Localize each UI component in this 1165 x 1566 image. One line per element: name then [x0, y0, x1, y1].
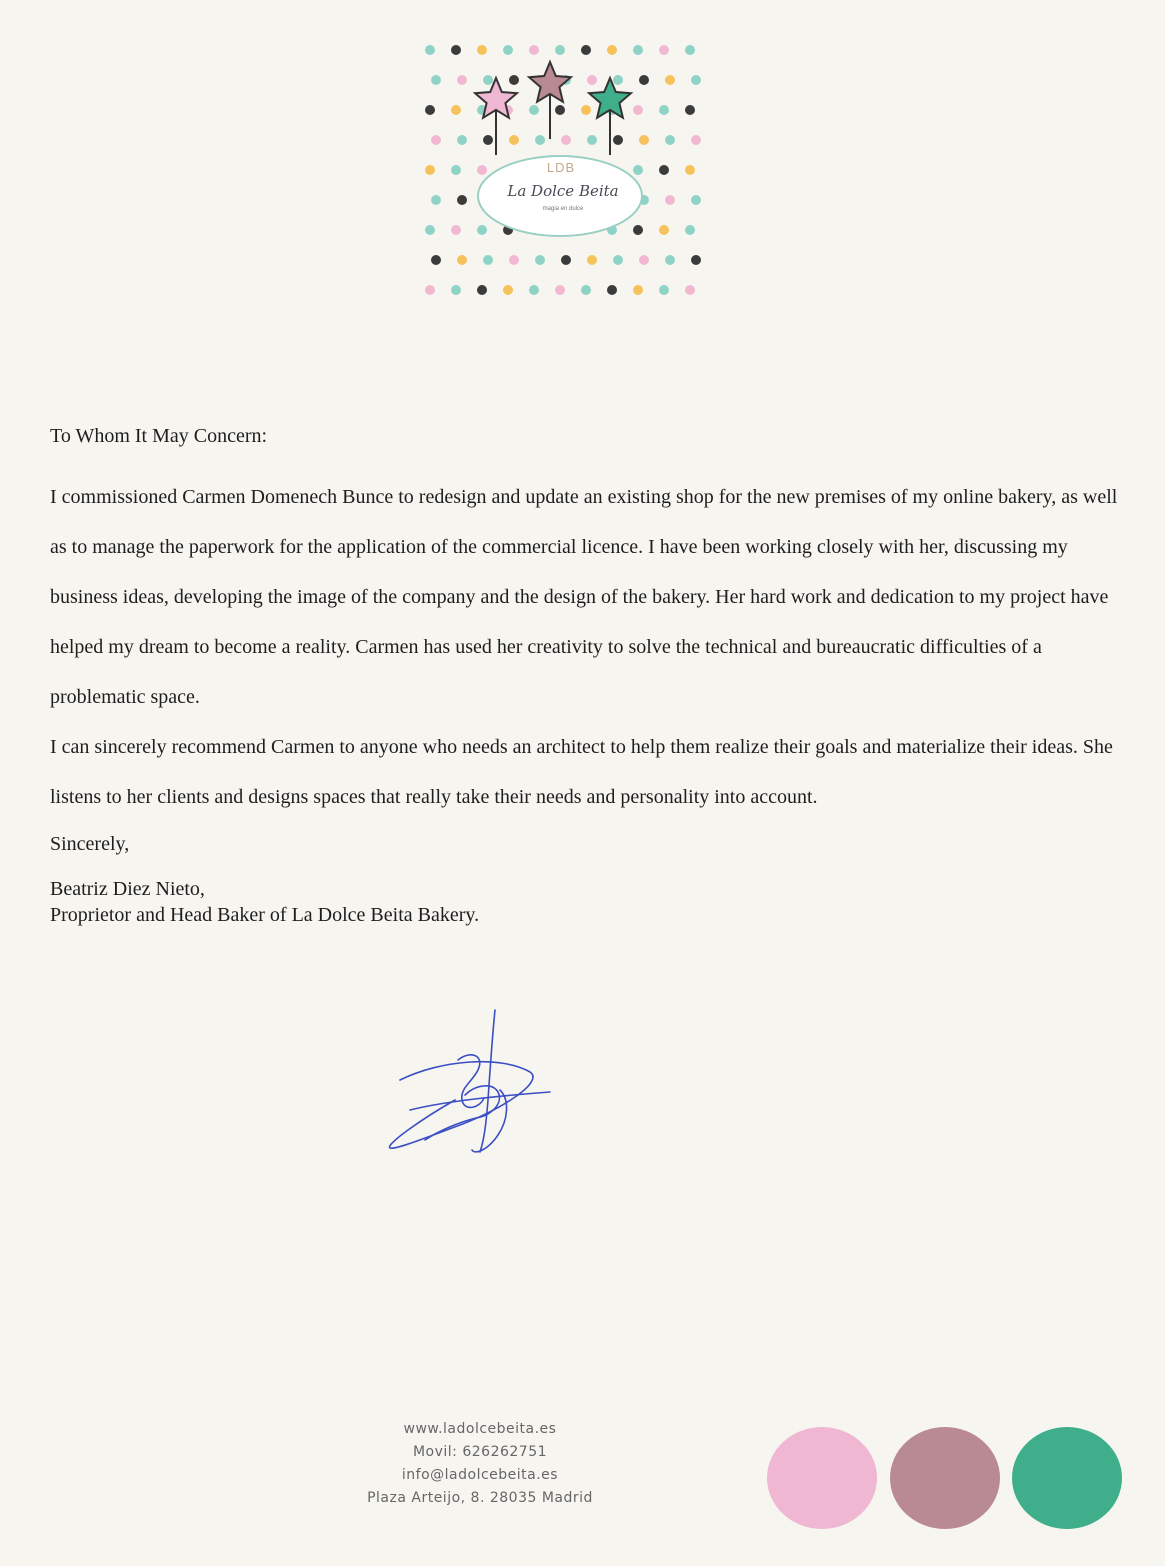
pattern-dot — [457, 135, 467, 145]
pattern-dot — [561, 255, 571, 265]
pattern-dot — [587, 135, 597, 145]
pattern-dot — [425, 225, 435, 235]
pattern-dot — [425, 285, 435, 295]
pattern-dot — [431, 135, 441, 145]
pattern-dot — [665, 135, 675, 145]
signer-name: Beatriz Diez Nieto, — [50, 878, 205, 900]
pattern-dot — [555, 105, 565, 115]
pattern-dot — [477, 285, 487, 295]
pattern-dot — [431, 75, 441, 85]
pattern-dot — [451, 105, 461, 115]
pattern-dot — [659, 285, 669, 295]
paragraph-1: I commissioned Carmen Domenech Bunce to redesign and update an existing shop for the new premises of my online bakery, as well as to manage the paperwork for the application of the commercial licence. I have been working closely with her, discussing my business ideas, developing the image of the company and the design of the bakery. Her hard work and dedication to my project have helped my dream to become a reality. Carmen has used her creativity to solve the technical and bureaucratic difficulties of a problematic space. — [50, 486, 1118, 708]
bakery-logo — [418, 38, 702, 308]
pattern-dot — [633, 45, 643, 55]
pattern-dot — [451, 45, 461, 55]
footer-website: www.ladolcebeita.es — [403, 1421, 557, 1437]
pattern-dot — [613, 135, 623, 145]
pattern-dot — [581, 45, 591, 55]
pattern-dot — [659, 105, 669, 115]
pattern-dot — [555, 285, 565, 295]
pattern-dot — [457, 75, 467, 85]
pattern-dot — [529, 45, 539, 55]
pattern-dot — [613, 75, 623, 85]
letter-body — [50, 420, 1130, 928]
pattern-dot — [665, 75, 675, 85]
footer-email: info@ladolcebeita.es — [401, 1467, 559, 1483]
pattern-dot — [477, 165, 487, 175]
pattern-dot — [685, 165, 695, 175]
pattern-dot — [639, 75, 649, 85]
pattern-dot — [659, 225, 669, 235]
pattern-dot — [665, 195, 675, 205]
pattern-dot — [483, 75, 493, 85]
footer-phone: Movil: 626262751 — [412, 1444, 548, 1460]
pattern-dot — [633, 105, 643, 115]
pattern-dot — [607, 45, 617, 55]
pattern-dot — [425, 105, 435, 115]
pattern-dot — [633, 165, 643, 175]
pattern-dot — [665, 255, 675, 265]
mauve-circle — [890, 1427, 1000, 1529]
pattern-dot — [685, 285, 695, 295]
pattern-dot — [483, 255, 493, 265]
pattern-dot — [561, 135, 571, 145]
pattern-dot — [451, 285, 461, 295]
green-circle — [1012, 1427, 1122, 1529]
logo-name: La Dolce Beita — [507, 182, 619, 200]
pattern-dot — [613, 255, 623, 265]
closing: Sincerely, — [50, 833, 130, 855]
pattern-dot — [457, 195, 467, 205]
pattern-dot — [691, 135, 701, 145]
pattern-dot — [503, 285, 513, 295]
signer-block — [50, 876, 1130, 928]
pattern-dot — [587, 75, 597, 85]
pattern-dot — [509, 75, 519, 85]
pattern-dot — [431, 195, 441, 205]
pattern-dot — [431, 255, 441, 265]
pattern-dot — [535, 255, 545, 265]
pattern-dot — [555, 45, 565, 55]
pattern-dot — [425, 165, 435, 175]
pattern-dot — [483, 135, 493, 145]
footer-contact — [320, 1418, 640, 1510]
footer-address: Plaza Arteijo, 8. 28035 Madrid — [367, 1490, 593, 1506]
pink-circle — [767, 1427, 877, 1529]
pattern-dot — [633, 225, 643, 235]
pattern-dot — [509, 255, 519, 265]
pattern-dot — [503, 45, 513, 55]
pattern-dot — [477, 45, 487, 55]
pattern-dot — [685, 105, 695, 115]
pattern-dot — [639, 135, 649, 145]
pattern-dot — [691, 195, 701, 205]
pattern-dot — [685, 45, 695, 55]
pattern-dot — [607, 285, 617, 295]
pattern-dot — [451, 225, 461, 235]
handwritten-signature — [380, 1000, 570, 1170]
pattern-dot — [691, 255, 701, 265]
paragraph-2: I can sincerely recommend Carmen to anyone who needs an architect to help them realize their goals and materialize their ideas. She listens to her clients and designs spaces that really take their needs and personality into account. — [50, 736, 1113, 808]
pattern-dot — [587, 255, 597, 265]
pattern-dot — [529, 285, 539, 295]
logo-tagline: magia en dulce — [542, 206, 584, 212]
signer-title: Proprietor and Head Baker of La Dolce Beita Bakery. — [50, 904, 480, 926]
pattern-dot — [451, 165, 461, 175]
pattern-dot — [659, 165, 669, 175]
pattern-dot — [529, 105, 539, 115]
pattern-dot — [477, 225, 487, 235]
pattern-dot — [639, 255, 649, 265]
pattern-dot — [457, 255, 467, 265]
pattern-dot — [685, 225, 695, 235]
salutation: To Whom It May Concern: — [50, 425, 268, 447]
pattern-dot — [659, 45, 669, 55]
pattern-dot — [581, 285, 591, 295]
pattern-dot — [425, 45, 435, 55]
logo-monogram: LDB — [546, 160, 576, 175]
pattern-dot — [581, 105, 591, 115]
pattern-dot — [691, 75, 701, 85]
pattern-dot — [509, 135, 519, 145]
pattern-dot — [633, 285, 643, 295]
pattern-dot — [535, 135, 545, 145]
